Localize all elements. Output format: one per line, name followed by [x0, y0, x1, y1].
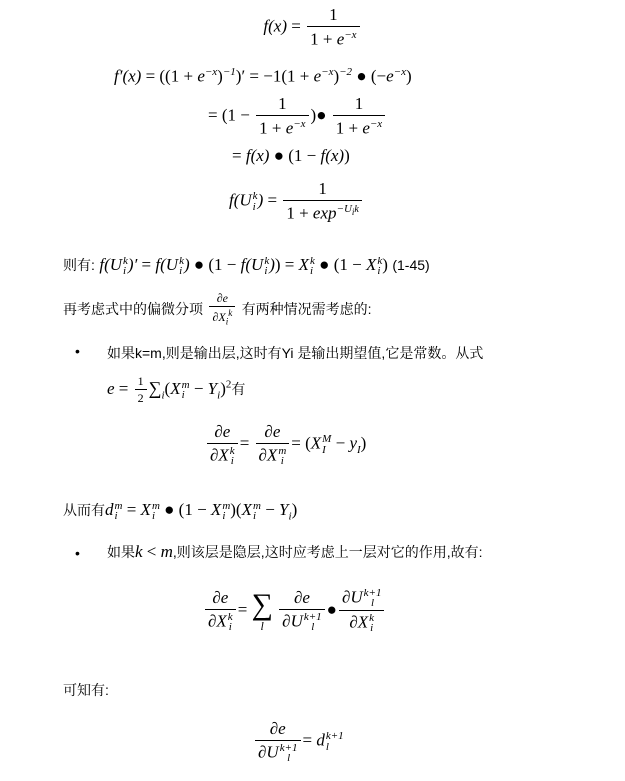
label-case2-pre: 如果 — [107, 544, 135, 560]
label-case2-post: ,则该层是隐层,这时应考虑上一层对它的作用,故有: — [172, 544, 483, 560]
label-thus-have: 从而有 — [63, 502, 105, 518]
equation-delta-output: 从而有d m i = X m i ● (1 − X m i )(X m i − $Y_i$) — [63, 499, 298, 523]
equation-output-partial: ∂e ∂X k i = ∂e ∂X m i = (X M I − $y_I$) — [205, 423, 366, 467]
equation-error: e = $\frac{1}{2}$ $\sum_i(X$ m i − $Y_i)^2$有 — [107, 374, 246, 406]
equation-sigmoid: f(x) = $\frac{1}{1 + e^{-x}}$ — [0, 6, 625, 49]
equation-f-u: f(U k i ) = $\frac{1}{1 + \exp^{-U_ik}}$ — [229, 180, 364, 223]
equation-delta-hidden: ∂e ∂U k+1 l = d k+1 l — [253, 720, 344, 764]
label-can-know: 可知有: — [63, 682, 109, 698]
equation-derivative-step3: = f(x) ● (1 − f(x)) — [232, 146, 350, 165]
label-then-have: 则有: — [63, 257, 95, 273]
equation-hidden-partial: ∂e ∂X k i = ∑ l ∂e ∂U k+1 l ● ∂U k+1 l ∂X k i — [203, 588, 386, 634]
equation-derivative: $f'(x) = ((1 + e^{-x})^{-1})' = -1(1 + e^{-x})^{-2}$ ● $(-e^{-x})$ — [114, 66, 412, 86]
equation-derivative-step2: = (1 − $\frac{1}{1 + e^{-x}}$ )● $\frac{1}{1 + e^{-x}}$ — [208, 95, 387, 138]
equation-number: (1-45) — [392, 257, 430, 273]
case2-line: 如果k < m,则该层是隐层,这时应考虑上一层对它的作用,故有: — [107, 542, 483, 561]
case1-text: 如果k=m,则是输出层,这时有Yi 是输出期望值,它是常数。从式 — [107, 345, 484, 361]
equation-result-line: 则有: f(U k i )′ = f(U k i ) ● (1 − f(U k i )) = X k i ● (1 − X k i ) (1-45) — [63, 254, 430, 278]
label-reconsider-pre: 再考虑式中的偏微分项 — [63, 300, 203, 317]
label-have: 有 — [231, 381, 246, 398]
bullet-1: • — [75, 343, 80, 359]
reconsider-line: 再考虑式中的偏微分项 $\frac{\partial e}{\partial X_i^k}$ 有两种情况需考虑的: — [63, 291, 372, 327]
label-reconsider-post: 有两种情况需考虑的: — [241, 300, 372, 317]
bullet-2: • — [75, 545, 80, 561]
